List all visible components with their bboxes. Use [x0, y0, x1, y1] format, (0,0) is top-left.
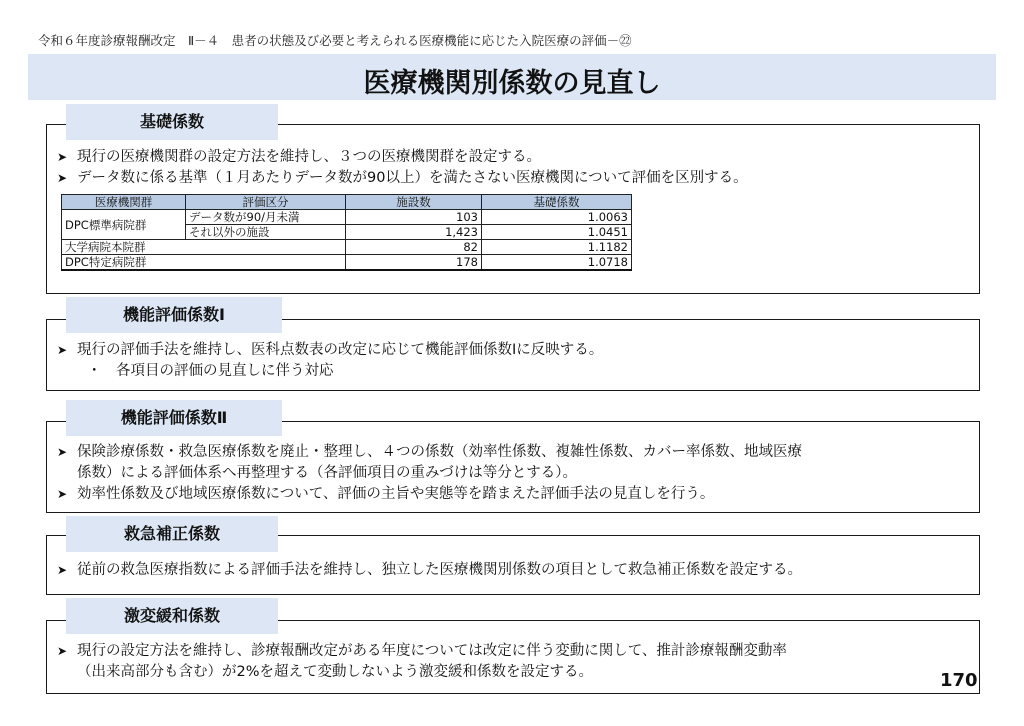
triangle-arrow-icon: ➤ [57, 644, 68, 658]
bullet-continuation: （出来高部分も含む）が2%を超えて変動しないよう激変緩和係数を設定する。 [77, 664, 594, 680]
table-header: 施設数 [346, 195, 482, 210]
table-cell-count: 1,423 [346, 225, 482, 240]
table-header-row [62, 195, 632, 210]
section-tab-basic-coefficient: 基礎係数 [66, 104, 278, 140]
table-row [62, 240, 632, 255]
section-tab-function-coefficient-1: 機能評価係数Ⅰ [66, 297, 282, 333]
table-cell-coef: 1.0063 [482, 210, 632, 225]
table-header: 評価区分 [186, 195, 346, 210]
table-cell-count: 178 [346, 255, 482, 271]
triangle-arrow-icon: ➤ [57, 171, 68, 185]
table-cell-coef: 1.1182 [482, 240, 632, 255]
table-cell-group: DPC標準病院群 [62, 210, 186, 240]
section-tab-emergency-coefficient: 救急補正係数 [66, 516, 278, 552]
table-row [62, 210, 632, 225]
section-tab-function-coefficient-2: 機能評価係数Ⅱ [66, 400, 282, 436]
bullet-item: ➤ 現行の設定方法を維持し、診療報酬改定がある年度については改定に伴う変動に関して、推計診療報酬変動率 [47, 641, 979, 662]
header-breadcrumb: 令和６年度診療報酬改定 Ⅱ－４ 患者の状態及び必要と考えられる医療機能に応じた入院医療の評価－㉒ [38, 33, 632, 48]
table-cell-coef: 1.0718 [482, 255, 632, 271]
table-cell-count: 82 [346, 240, 482, 255]
bullet-item: ➤ データ数に係る基準（１月あたりデータ数が90以上）を満たさない医療機関について評価を区別する。 [47, 168, 979, 189]
table-cell-count: 103 [346, 210, 482, 225]
bullet-continuation: 係数）による評価体系へ再整理する（各評価項目の重みづけは等分とする）。 [77, 465, 577, 481]
triangle-arrow-icon: ➤ [57, 445, 68, 459]
table-header: 医療機関群 [62, 195, 186, 210]
bullet-item: ➤ 効率性係数及び地域医療係数について、評価の主旨や実態等を踏まえた評価手法の見直しを行う。 [47, 484, 979, 505]
table-header: 基礎係数 [482, 195, 632, 210]
table-row [62, 255, 632, 271]
table-cell-category: データ数が90/月未満 [186, 210, 346, 225]
triangle-arrow-icon: ➤ [57, 487, 68, 501]
table-cell-category: それ以外の施設 [186, 225, 346, 240]
section-tab-mitigation-coefficient: 激変緩和係数 [66, 598, 278, 634]
triangle-arrow-icon: ➤ [57, 563, 68, 577]
bullet-item: ➤ 現行の評価手法を維持し、医科点数表の改定に応じて機能評価係数Ⅰに反映する。 [47, 340, 979, 361]
bullet-item: ➤ 保険診療係数・救急医療係数を廃止・整理し、４つの係数（効率性係数、複雑性係数、カバー率係数、地域医療 [47, 442, 979, 463]
bullet-item: ➤ 現行の医療機関群の設定方法を維持し、３つの医療機関群を設定する。 [47, 147, 979, 168]
page-number: 170 [940, 670, 978, 691]
page-title: 医療機関別係数の見直し [363, 68, 661, 99]
bullet-item: ➤ 従前の救急医療指数による評価手法を維持し、独立した医療機関別係数の項目として救急補正係数を設定する。 [47, 560, 979, 581]
title-banner [28, 54, 996, 100]
table-cell-group: 大学病院本院群 [62, 240, 346, 255]
coefficient-table [61, 194, 632, 271]
sub-item: ・ 各項目の評価の見直しに伴う対応 [87, 363, 334, 379]
section-basic-coefficient [46, 124, 980, 294]
triangle-arrow-icon: ➤ [57, 343, 68, 357]
table-cell-group: DPC特定病院群 [62, 255, 346, 271]
triangle-arrow-icon: ➤ [57, 150, 68, 164]
table-cell-coef: 1.0451 [482, 225, 632, 240]
